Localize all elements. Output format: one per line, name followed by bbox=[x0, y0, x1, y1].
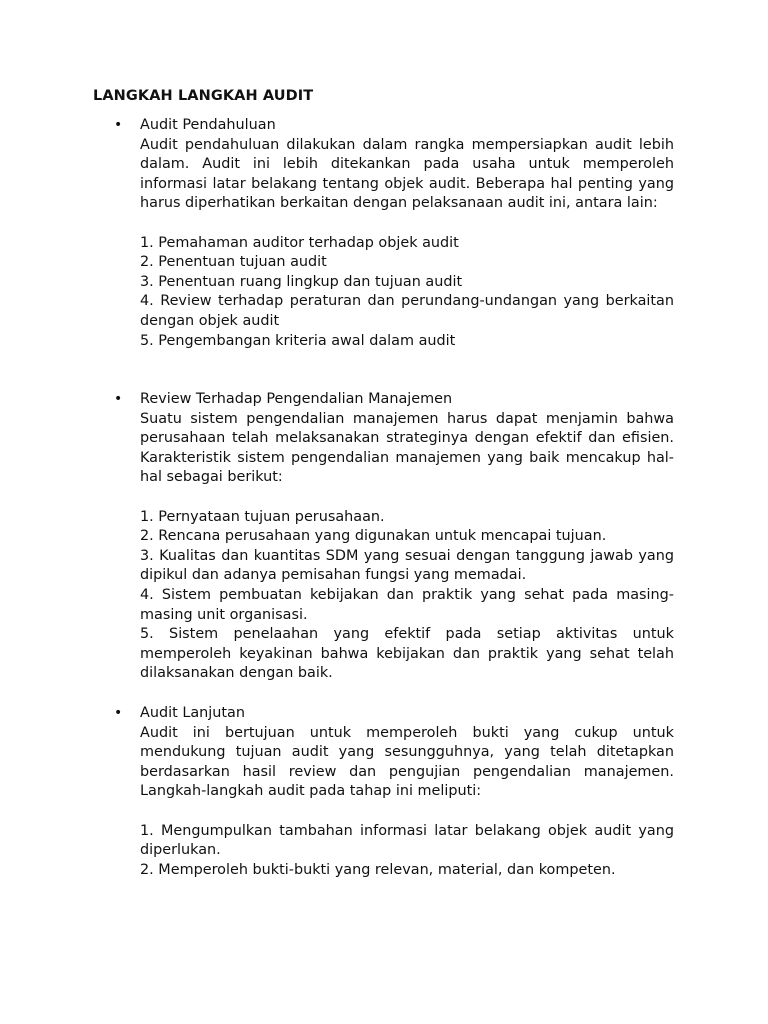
section-audit-pendahuluan bbox=[114, 116, 674, 351]
section-heading: Audit Pendahuluan bbox=[140, 117, 276, 133]
list-item: 2. Penentuan tujuan audit bbox=[140, 254, 327, 271]
list-item: 5. Pengembangan kriteria awal dalam audit bbox=[140, 332, 456, 349]
document-title: LANGKAH LANGKAH AUDIT bbox=[93, 88, 314, 104]
list-item: 1. Pernyataan tujuan perusahaan. bbox=[140, 508, 385, 525]
section-review-pengendalian-manajemen bbox=[114, 390, 674, 684]
numbered-list bbox=[140, 508, 674, 684]
list-item: 4. Review terhadap peraturan dan perundang-undangan yang berkaitan dengan objek audit bbox=[140, 293, 674, 329]
section-intro: Audit pendahuluan dilakukan dalam rangka mempersiapkan audit lebih dalam. Audit ini lebih ditekankan pada usaha untuk memperoleh informasi latar belakang tentang objek audit. Beberapa hal penting yang harus diperhatikan berkaitan dengan pelaksanaan audit ini, antara lain: bbox=[140, 136, 674, 212]
list-item: 2. Rencana perusahaan yang digunakan untuk mencapai tujuan. bbox=[140, 528, 607, 545]
section-audit-lanjutan bbox=[114, 704, 674, 880]
section-intro: Suatu sistem pengendalian manajemen harus dapat menjamin bahwa perusahaan telah melaksanakan strateginya dengan efektif dan efisien. Karakteristik sistem pengendalian manajemen yang baik mencakup hal-hal sebagai berikut: bbox=[140, 410, 674, 486]
list-item: 5. Sistem penelaahan yang efektif pada setiap aktivitas untuk memperoleh keyakinan bahwa kebijakan dan praktik yang sehat telah dilaksanakan dengan baik. bbox=[140, 626, 674, 682]
numbered-list bbox=[140, 234, 674, 352]
list-item: 1. Mengumpulkan tambahan informasi latar belakang objek audit yang diperlukan. bbox=[140, 822, 674, 859]
section-intro: Audit ini bertujuan untuk memperoleh bukti yang cukup untuk mendukung tujuan audit yang sesungguhnya, yang telah ditetapkan berdasarkan hasil review dan pengujian pengendalian manajemen. Langkah-langkah audit pada tahap ini meliputi: bbox=[140, 724, 674, 800]
list-item: 2. Memperoleh bukti-bukti yang relevan, material, dan kompeten. bbox=[140, 861, 616, 878]
list-item: 3. Penentuan ruang lingkup dan tujuan audit bbox=[140, 273, 463, 290]
list-item: 3. Kualitas dan kuantitas SDM yang sesuai dengan tanggung jawab yang dipikul dan adanya pemisahan fungsi yang memadai. bbox=[140, 547, 674, 584]
bullet-icon: • bbox=[114, 705, 123, 721]
bullet-icon: • bbox=[114, 391, 123, 407]
numbered-list bbox=[140, 822, 674, 881]
section-heading: Review Terhadap Pengendalian Manajemen bbox=[140, 391, 453, 407]
section-heading: Audit Lanjutan bbox=[140, 705, 245, 721]
list-item: 4. Sistem pembuatan kebijakan dan praktik yang sehat pada masing-masing unit organisasi. bbox=[140, 586, 674, 623]
bullet-icon: • bbox=[114, 117, 123, 133]
list-item: 1. Pemahaman auditor terhadap objek audit bbox=[140, 234, 459, 251]
